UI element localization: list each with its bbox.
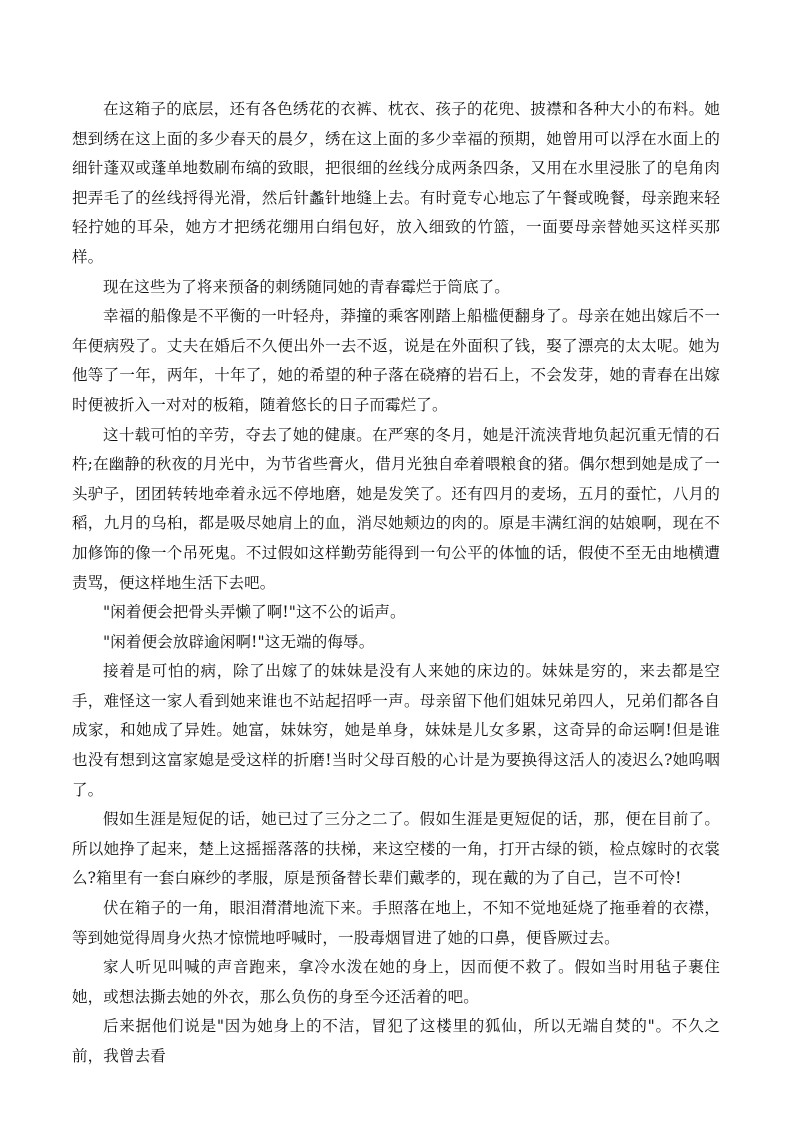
paragraph-6: "闲着便会放辟逾闲啊!"这无端的侮辱。 xyxy=(103,632,375,651)
paragraph-7: 接着是可怕的病，除了出嫁了的妹妹是没有人来她的床边的。妹妹是穷的，来去都是空手，难怪这一家人看到她来谁也不站起招呼一声。母亲留下他们姐妹兄弟四人，兄弟们都各自成家，和她成了异姓。她富，妹妹穷，她是单身，妹妹是儿女多累，这奇异的命运啊!但是谁也没有想到这富家媳是受这样的折磨!当时父母百般的心计是为要换得这活人的凌迟么?她呜咽了。 xyxy=(72,662,720,799)
paragraph-5: "闲着便会把骨头弄懒了啊!"这不公的诟声。 xyxy=(103,603,406,622)
paragraph-4: 这十载可怕的辛劳，夺去了她的健康。在严寒的冬月，她是汗流浃背地负起沉重无情的石杵;在幽静的秋夜的月光中，为节省些膏火，借月光独自牵着喂粮食的猪。偶尔想到她是成了一头驴子，团团转转地牵着永远不停地磨，她是发笑了。还有四月的麦场，五月的蚕忙，八月的稻，九月的乌桕，都是吸尽她肩上的血，消尽她颊边的肉的。原是丰满红润的姑娘啊，现在不加修饰的像一个吊死鬼。不过假如这样勤劳能得到一句公平的体恤的话，假使不至无由地横遭责骂，便这样地生活下去吧。 xyxy=(72,425,720,592)
paragraph-8: 假如生涯是短促的话，她已过了三分之二了。假如生涯是更短促的话，那，便在目前了。所以她挣了起来，楚上这摇摇落落的扶梯，来这空楼的一角，打开古绿的锁，检点嫁时的衣裳么?箱里有一套白麻纱的孝服，原是预备替长辈们戴孝的，现在戴的为了自己，岂不可怜! xyxy=(72,810,720,888)
paragraph-10: 家人听见叫喊的声音跑来，拿冷水泼在她的身上，因而便不救了。假如当时用毡子裹住她，或想法撕去她的外衣，那么负伤的身至今还活着的吧。 xyxy=(72,958,720,1006)
paragraph-1: 在这箱子的底层，还有各色绣花的衣裤、枕衣、孩子的花兜、披襟和各种大小的布料。她想到绣在这上面的多少春天的晨夕，绣在这上面的多少幸福的预期，她曾用可以浮在水面上的细针蓬双或蓬单地数刷布缟的致眼，把很细的丝线分成两条四条，又用在水里浸胀了的皂角肉把弄毛了的丝线捋得光滑，然后针蠡针地缝上去。有时竟专心地忘了午餐或晚餐，母亲跑来轻轻拧她的耳朵，她方才把绣花绷用白绢包好，放入细致的竹篮，一面要母亲替她买这样买那样。 xyxy=(72,100,720,266)
document-body xyxy=(72,95,720,1072)
paragraph-9: 伏在箱子的一角，眼泪潸潸地流下来。手照落在地上，不知不觉地延烧了拖垂着的衣襟，等到她觉得周身火热才惊慌地呼喊时，一股毒烟冒进了她的口鼻，便昏厥过去。 xyxy=(72,899,720,947)
paragraph-2: 现在这些为了将来预备的刺绣随同她的青春霉烂于筒底了。 xyxy=(103,277,510,296)
paragraph-3: 幸福的船像是不平衡的一叶轻舟，莽撞的乘客刚踏上船槛便翻身了。母亲在她出嫁后不一年便病殁了。丈夫在婚后不久便出外一去不返，说是在外面积了钱，娶了漂亮的太太呢。她为他等了一年，两年，十年了，她的希望的种子落在硗瘠的岩石上，不会发芽，她的青春在出嫁时便被折入一对对的板箱，随着悠长的日子而霉烂了。 xyxy=(72,307,720,414)
paragraph-11: 后来据他们说是"因为她身上的不洁，冒犯了这楼里的狐仙，所以无端自焚的"。不久之前，我曾去看 xyxy=(72,1017,720,1065)
